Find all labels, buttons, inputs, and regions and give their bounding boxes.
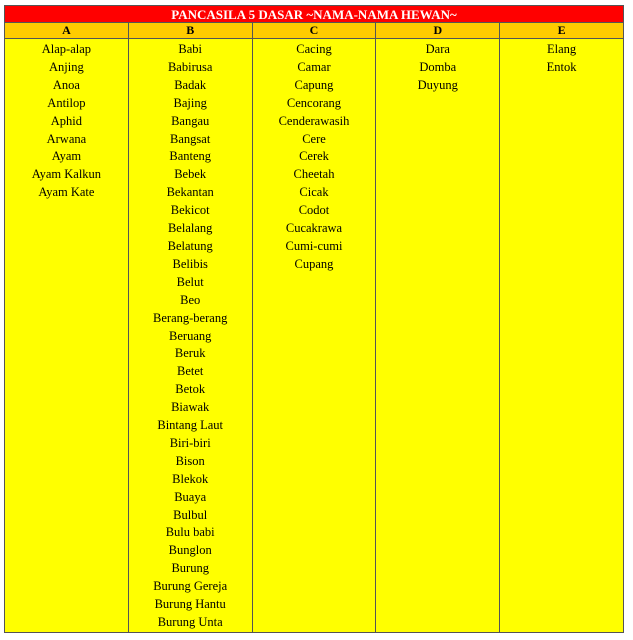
- animal-name-cell: Belibis: [172, 256, 208, 271]
- animal-name-cell: Dara: [425, 42, 450, 56]
- animal-name-cell: Badak: [174, 77, 207, 92]
- column-b: [129, 39, 253, 632]
- header-d: D: [376, 23, 500, 38]
- animal-name-cell: Biri-biri: [169, 435, 211, 450]
- animal-name-cell: Belut: [176, 274, 204, 289]
- animal-name-cell: Cerek: [299, 149, 329, 164]
- animal-name-cell: Ayam Kalkun: [31, 167, 102, 182]
- animal-name-cell: Ayam: [51, 149, 82, 164]
- animal-name-cell: Burung Gereja: [153, 579, 228, 594]
- animal-name-cell: Entok: [546, 59, 577, 74]
- animal-name-cell: Beo: [180, 292, 201, 307]
- animal-name-cell: Ayam Kate: [38, 185, 95, 200]
- animal-name-cell: Burung Hantu: [154, 597, 226, 612]
- animal-name-cell: Bulu babi: [165, 525, 215, 540]
- animal-name-cell: Bekantan: [166, 185, 214, 200]
- animal-name-cell: Berang-berang: [153, 310, 228, 325]
- animal-name-cell: Arwana: [46, 131, 87, 146]
- animal-name-cell: Anoa: [52, 77, 80, 92]
- animal-name-cell: Elang: [547, 42, 577, 56]
- animal-name-cell: Capung: [294, 77, 334, 92]
- animal-name-cell: Cucakrawa: [285, 221, 343, 236]
- header-row: [5, 23, 623, 39]
- animal-name-cell: Duyung: [417, 77, 458, 92]
- animal-name-cell: Cupang: [294, 256, 334, 271]
- column-c: [253, 39, 377, 632]
- animal-name-cell: Bekicot: [170, 203, 210, 218]
- animal-name-cell: Beruang: [169, 328, 212, 343]
- header-a: A: [5, 23, 129, 38]
- animal-name-cell: Anjing: [49, 59, 84, 74]
- header-b: B: [129, 23, 253, 38]
- animal-name-cell: Cumi-cumi: [285, 238, 343, 253]
- header-e: E: [557, 23, 566, 37]
- animal-name-cell: Bintang Laut: [157, 418, 223, 433]
- animal-name-cell: Bangsat: [170, 131, 211, 146]
- animal-name-cell: Cencorang: [286, 95, 342, 110]
- animal-name-cell: Betet: [177, 364, 204, 379]
- animal-name-cell: Banteng: [169, 149, 212, 164]
- animal-name-cell: Burung: [171, 561, 209, 576]
- animal-name-cell: Beruk: [174, 346, 206, 361]
- animal-name-cell: Bison: [175, 453, 205, 468]
- body-row: [5, 39, 623, 632]
- animal-name-cell: Alap-alap: [41, 42, 92, 56]
- animal-name-cell: Cacing: [296, 42, 332, 56]
- animal-name-cell: Bulbul: [173, 507, 208, 522]
- animal-name-cell: Buaya: [174, 489, 207, 504]
- animal-name-cell: Burung Unta: [157, 615, 223, 629]
- header-c: C: [253, 23, 377, 38]
- animal-name-cell: Cere: [302, 131, 326, 146]
- animal-name-cell: Camar: [297, 59, 331, 74]
- column-d: [376, 39, 500, 632]
- animal-name-cell: Aphid: [50, 113, 83, 128]
- animal-name-cell: Belatung: [167, 238, 213, 253]
- animal-name-cell: Cenderawasih: [278, 113, 350, 128]
- animal-name-cell: Babirusa: [167, 59, 213, 74]
- animal-name-cell: Biawak: [171, 400, 210, 415]
- animal-name-cell: Domba: [419, 59, 457, 74]
- animal-name-cell: Antilop: [47, 95, 86, 110]
- animal-name-cell: Bangau: [171, 113, 210, 128]
- animal-name-cell: Blekok: [172, 471, 209, 486]
- animal-names-table: [4, 5, 624, 633]
- animal-name-cell: Betok: [175, 382, 206, 397]
- animal-name-cell: Babi: [178, 42, 202, 56]
- animal-name-cell: Codot: [298, 203, 330, 218]
- animal-name-cell: Bajing: [173, 95, 207, 110]
- column-a: [5, 39, 129, 632]
- animal-name-cell: Cheetah: [293, 167, 335, 182]
- animal-name-cell: Bunglon: [168, 543, 212, 558]
- animal-name-cell: Cicak: [299, 185, 329, 200]
- animal-name-cell: Bebek: [174, 167, 207, 182]
- table-title: PANCASILA 5 DASAR ~NAMA-NAMA HEWAN~: [5, 6, 623, 23]
- animal-name-cell: Belalang: [167, 221, 213, 236]
- column-e: [500, 39, 623, 632]
